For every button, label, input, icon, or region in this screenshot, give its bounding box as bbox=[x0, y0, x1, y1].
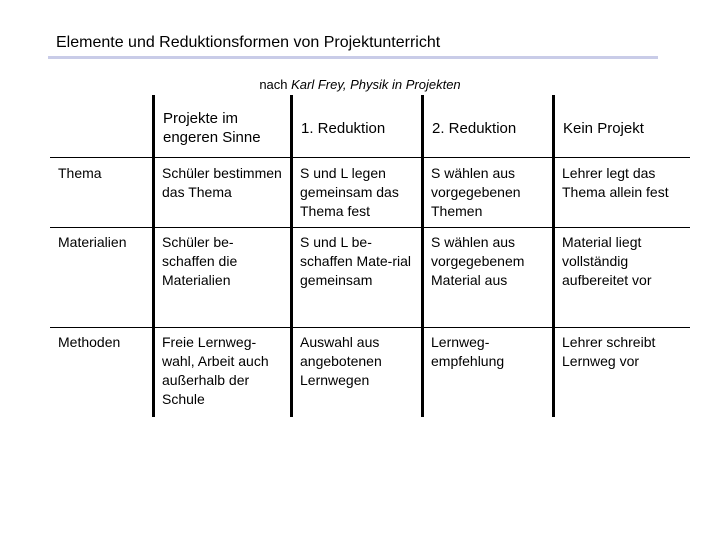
table-cell: Material liegt vollständig aufbereitet vor bbox=[562, 234, 652, 288]
column-divider bbox=[421, 95, 424, 417]
table-cell: Schüler be-schaffen die Materialien bbox=[162, 234, 238, 288]
column-header-projects: Projekte im engeren Sinne bbox=[163, 110, 261, 146]
column-header-no-project: Kein Projekt bbox=[563, 120, 644, 137]
column-header-reduction-1: 1. Reduktion bbox=[301, 120, 386, 137]
table-cell: S und L legen gemeinsam das Thema fest bbox=[300, 165, 399, 219]
row-divider bbox=[50, 157, 690, 158]
table-cell: Freie Lernweg-wahl, Arbeit auch außerhalb der Schule bbox=[162, 334, 269, 407]
table-cell: Lernweg-empfehlung bbox=[431, 334, 505, 369]
table-cell: Auswahl aus angebotenen Lernwegen bbox=[300, 334, 382, 388]
column-header-reduction-2: 2. Reduktion bbox=[432, 120, 517, 137]
table-cell: S wählen aus vorgegebenen Themen bbox=[431, 165, 521, 219]
row-divider bbox=[50, 327, 690, 328]
table-cell: Lehrer legt das Thema allein fest bbox=[562, 165, 669, 200]
table-cell: Schüler bestimmen das Thema bbox=[162, 165, 282, 200]
table-cell: S und L be-schaffen Mate-rial gemeinsam bbox=[300, 234, 412, 288]
row-label-materialien: Materialien bbox=[58, 234, 127, 250]
row-label-methoden: Methoden bbox=[58, 334, 121, 350]
column-divider bbox=[290, 95, 293, 417]
source-reference: Karl Frey, Physik in Projekten bbox=[291, 77, 461, 92]
source-prefix: nach bbox=[259, 77, 292, 92]
table-cell: Lehrer schreibt Lernweg vor bbox=[562, 334, 656, 369]
row-label-thema: Thema bbox=[58, 165, 102, 181]
column-divider bbox=[152, 95, 155, 417]
column-divider bbox=[552, 95, 555, 417]
table-cell: S wählen aus vorgegebenem Material aus bbox=[431, 234, 525, 288]
row-divider bbox=[50, 227, 690, 228]
page-title: Elemente und Reduktionsformen von Projektunterricht bbox=[56, 34, 441, 51]
